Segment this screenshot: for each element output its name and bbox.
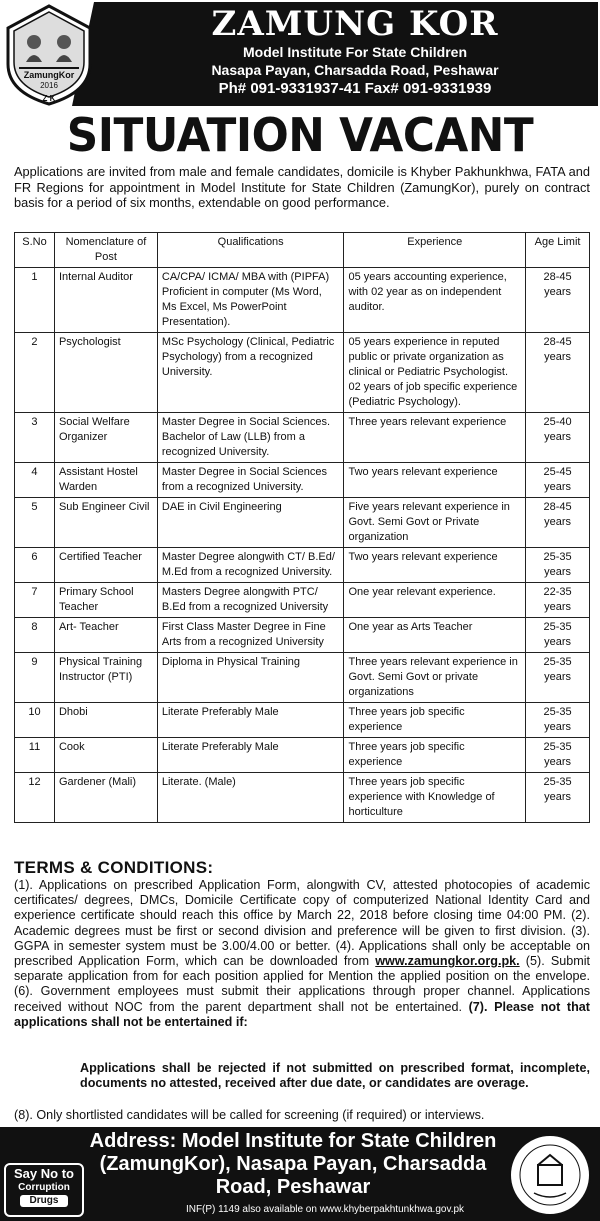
cell-age: 25-35 years — [526, 618, 590, 653]
badge-no: No — [40, 1166, 59, 1181]
terms-point7: (7). Please not that applications shall not be entertained if: — [14, 999, 591, 1029]
logo-year: 2016 — [40, 81, 58, 90]
table-row — [15, 498, 590, 548]
cell-age: 28-45 years — [526, 333, 590, 413]
cell-sno: 10 — [15, 703, 55, 738]
cell-sno: 8 — [15, 618, 55, 653]
footer-inf: INF(P) 1149 also available on www.khyberpakhtunkhwa.gov.pk — [185, 1204, 465, 1215]
cell-post: Physical Training Instructor (PTI) — [54, 653, 157, 703]
table-row — [15, 738, 590, 773]
download-link[interactable]: www.zamungkor.org.pk. — [375, 954, 520, 969]
cell-qualification: Literate Preferably Male — [157, 703, 344, 738]
terms-point7-detail: Applications shall be rejected if not submitted on prescribed format, incomplete, documents no attested, received after due date, or candidates are overage. — [80, 1061, 590, 1091]
cell-sno: 2 — [15, 333, 55, 413]
table-row — [15, 463, 590, 498]
header-line-institute: Model Institute For State Children — [242, 44, 467, 60]
cell-sno: 5 — [15, 498, 55, 548]
cell-experience: Three years job specific experience — [344, 703, 526, 738]
header-line-address: Nasapa Payan, Charsadda Road, Peshawar — [211, 62, 499, 78]
cell-qualification: Master Degree in Social Sciences from a recognized University. — [157, 463, 344, 498]
table-row — [15, 333, 590, 413]
cell-post: Gardener (Mali) — [54, 773, 157, 823]
cell-qualification: First Class Master Degree in Fine Arts from a recognized University — [157, 618, 344, 653]
cell-post: Internal Auditor — [54, 268, 157, 333]
headline: SITUATION VACANT — [66, 108, 534, 162]
col-header-sno: S.No — [15, 233, 55, 268]
cell-sno: 6 — [15, 548, 55, 583]
cell-sno: 12 — [15, 773, 55, 823]
cell-experience: Five years relevant experience in Govt. Semi Govt or Private organization — [344, 498, 526, 548]
badge-corruption: Corruption — [18, 1182, 70, 1193]
cell-experience: Two years relevant experience — [344, 548, 526, 583]
org-name: ZAMUNG KOR — [211, 4, 499, 44]
cell-qualification: DAE in Civil Engineering — [157, 498, 344, 548]
cell-post: Art- Teacher — [54, 618, 157, 653]
table-row — [15, 268, 590, 333]
cell-qualification: Literate Preferably Male — [157, 738, 344, 773]
header-line-phone: Ph# 091-9331937-41 Fax# 091-9331939 — [218, 80, 492, 97]
cell-age: 25-35 years — [526, 738, 590, 773]
cell-qualification: MSc Psychology (Clinical, Pediatric Psychology) from a recognized University. — [157, 333, 344, 413]
table-row — [15, 703, 590, 738]
cell-sno: 3 — [15, 413, 55, 463]
cell-qualification: Masters Degree alongwith PTC/ B.Ed from a recognized University — [157, 583, 344, 618]
cell-age: 25-35 years — [526, 653, 590, 703]
cell-qualification: CA/CPA/ ICMA/ MBA with (PIPFA) Proficient in computer (Ms Word, Ms Excel, Ms PowerPoint Presentation). — [157, 268, 344, 333]
col-header-qualifications: Qualifications — [157, 233, 344, 268]
badge-to: to — [58, 1166, 74, 1181]
cell-experience: Three years job specific experience — [344, 738, 526, 773]
table-row — [15, 413, 590, 463]
table-row — [15, 548, 590, 583]
cell-sno: 1 — [15, 268, 55, 333]
terms-heading: TERMS & CONDITIONS: — [14, 858, 214, 877]
cell-experience: Three years relevant experience — [344, 413, 526, 463]
cell-sno: 7 — [15, 583, 55, 618]
table-row — [15, 653, 590, 703]
anti-corruption-badge — [4, 1163, 84, 1217]
table-header-row — [15, 233, 590, 268]
table-row — [15, 618, 590, 653]
cell-age: 25-35 years — [526, 703, 590, 738]
cell-post: Assistant Hostel Warden — [54, 463, 157, 498]
header — [0, 0, 600, 110]
table-row — [15, 583, 590, 618]
logo-text: ZamungKor — [23, 70, 75, 80]
cell-age: 22-35 years — [526, 583, 590, 618]
badge-drugs: Drugs — [20, 1195, 68, 1207]
cell-post: Social Welfare Organizer — [54, 413, 157, 463]
col-header-experience: Experience — [344, 233, 526, 268]
col-header-post: Nomenclature of Post — [54, 233, 157, 268]
cell-age: 25-40 years — [526, 413, 590, 463]
cell-age: 25-45 years — [526, 463, 590, 498]
cell-post: Sub Engineer Civil — [54, 498, 157, 548]
government-seal-icon — [508, 1133, 592, 1217]
cell-experience: Three years job specific experience with Knowledge of horticulture — [344, 773, 526, 823]
cell-experience: Two years relevant experience — [344, 463, 526, 498]
terms-body — [14, 878, 590, 1030]
table-row — [15, 773, 590, 823]
cell-sno: 4 — [15, 463, 55, 498]
cell-qualification: Master Degree alongwith CT/ B.Ed/ M.Ed from a recognized University. — [157, 548, 344, 583]
cell-sno: 11 — [15, 738, 55, 773]
cell-age: 28-45 years — [526, 498, 590, 548]
cell-sno: 9 — [15, 653, 55, 703]
cell-age: 25-35 years — [526, 773, 590, 823]
intro-paragraph: Applications are invited from male and female candidates, domicile is Khyber Pakhunkhwa, FATA and FR Regions for appointment in Model Institute for State Children (ZamungKor), purely on contract basis for a period of six months, extendable on good performance. — [14, 164, 590, 210]
cell-post: Certified Teacher — [54, 548, 157, 583]
cell-qualification: Literate. (Male) — [157, 773, 344, 823]
cell-experience: One year relevant experience. — [344, 583, 526, 618]
cell-age: 28-45 years — [526, 268, 590, 333]
cell-qualification: Master Degree in Social Sciences. Bachelor of Law (LLB) from a recognized University. — [157, 413, 344, 463]
cell-qualification: Diploma in Physical Training — [157, 653, 344, 703]
cell-post: Primary School Teacher — [54, 583, 157, 618]
footer-address: Address: Model Institute for State Children (ZamungKor), Nasapa Payan, Charsadda Road, Peshawar — [89, 1130, 497, 1198]
cell-experience: Three years relevant experience in Govt. Semi Govt or private organizations — [344, 653, 526, 703]
col-header-age: Age Limit — [526, 233, 590, 268]
terms-text-part1: (1). Applications on prescribed Application Form, alongwith CV, attested photocopies of academic certificates/ degrees, DMCs, Domicile Certificate copy of computerized National Identity Card and experience certificate should reach this office by March 22, 2018 before closing time 04:00 PM. (2). Academic degrees must be first or second division and preference will be given to first division. (3). GGPA in semester system must be 3.00/4.00 or better. (4). Applications shall only be acceptable on prescribed Application Form, which can be downloaded from — [14, 878, 590, 969]
cell-post: Psychologist — [54, 333, 157, 413]
vacancy-table — [14, 232, 590, 823]
badge-say: Say — [14, 1166, 41, 1181]
terms-point8: (8). Only shortlisted candidates will be called for screening (if required) or interviews. — [14, 1108, 485, 1122]
cell-post: Cook — [54, 738, 157, 773]
cell-post: Dhobi — [54, 703, 157, 738]
logo-initials: Z K — [42, 94, 56, 103]
footer — [0, 1127, 600, 1221]
cell-experience: 05 years accounting experience, with 02 year as on independent auditor. — [344, 268, 526, 333]
cell-experience: One year as Arts Teacher — [344, 618, 526, 653]
cell-experience: 05 years experience in reputed public or private organization as clinical or Pediatric Psychologist. 02 years of job specific experience (Pediatric Psychology). — [344, 333, 526, 413]
zamungkor-logo-icon — [4, 2, 94, 106]
cell-age: 25-35 years — [526, 548, 590, 583]
terms-text-part2: (5). Submit separate application from for each position applied for Mention the applied position on the envelope. (6). Government employees must submit their applications through proper channel. Applications received without NOC from the parent department shall not be entertained. — [14, 954, 591, 1014]
